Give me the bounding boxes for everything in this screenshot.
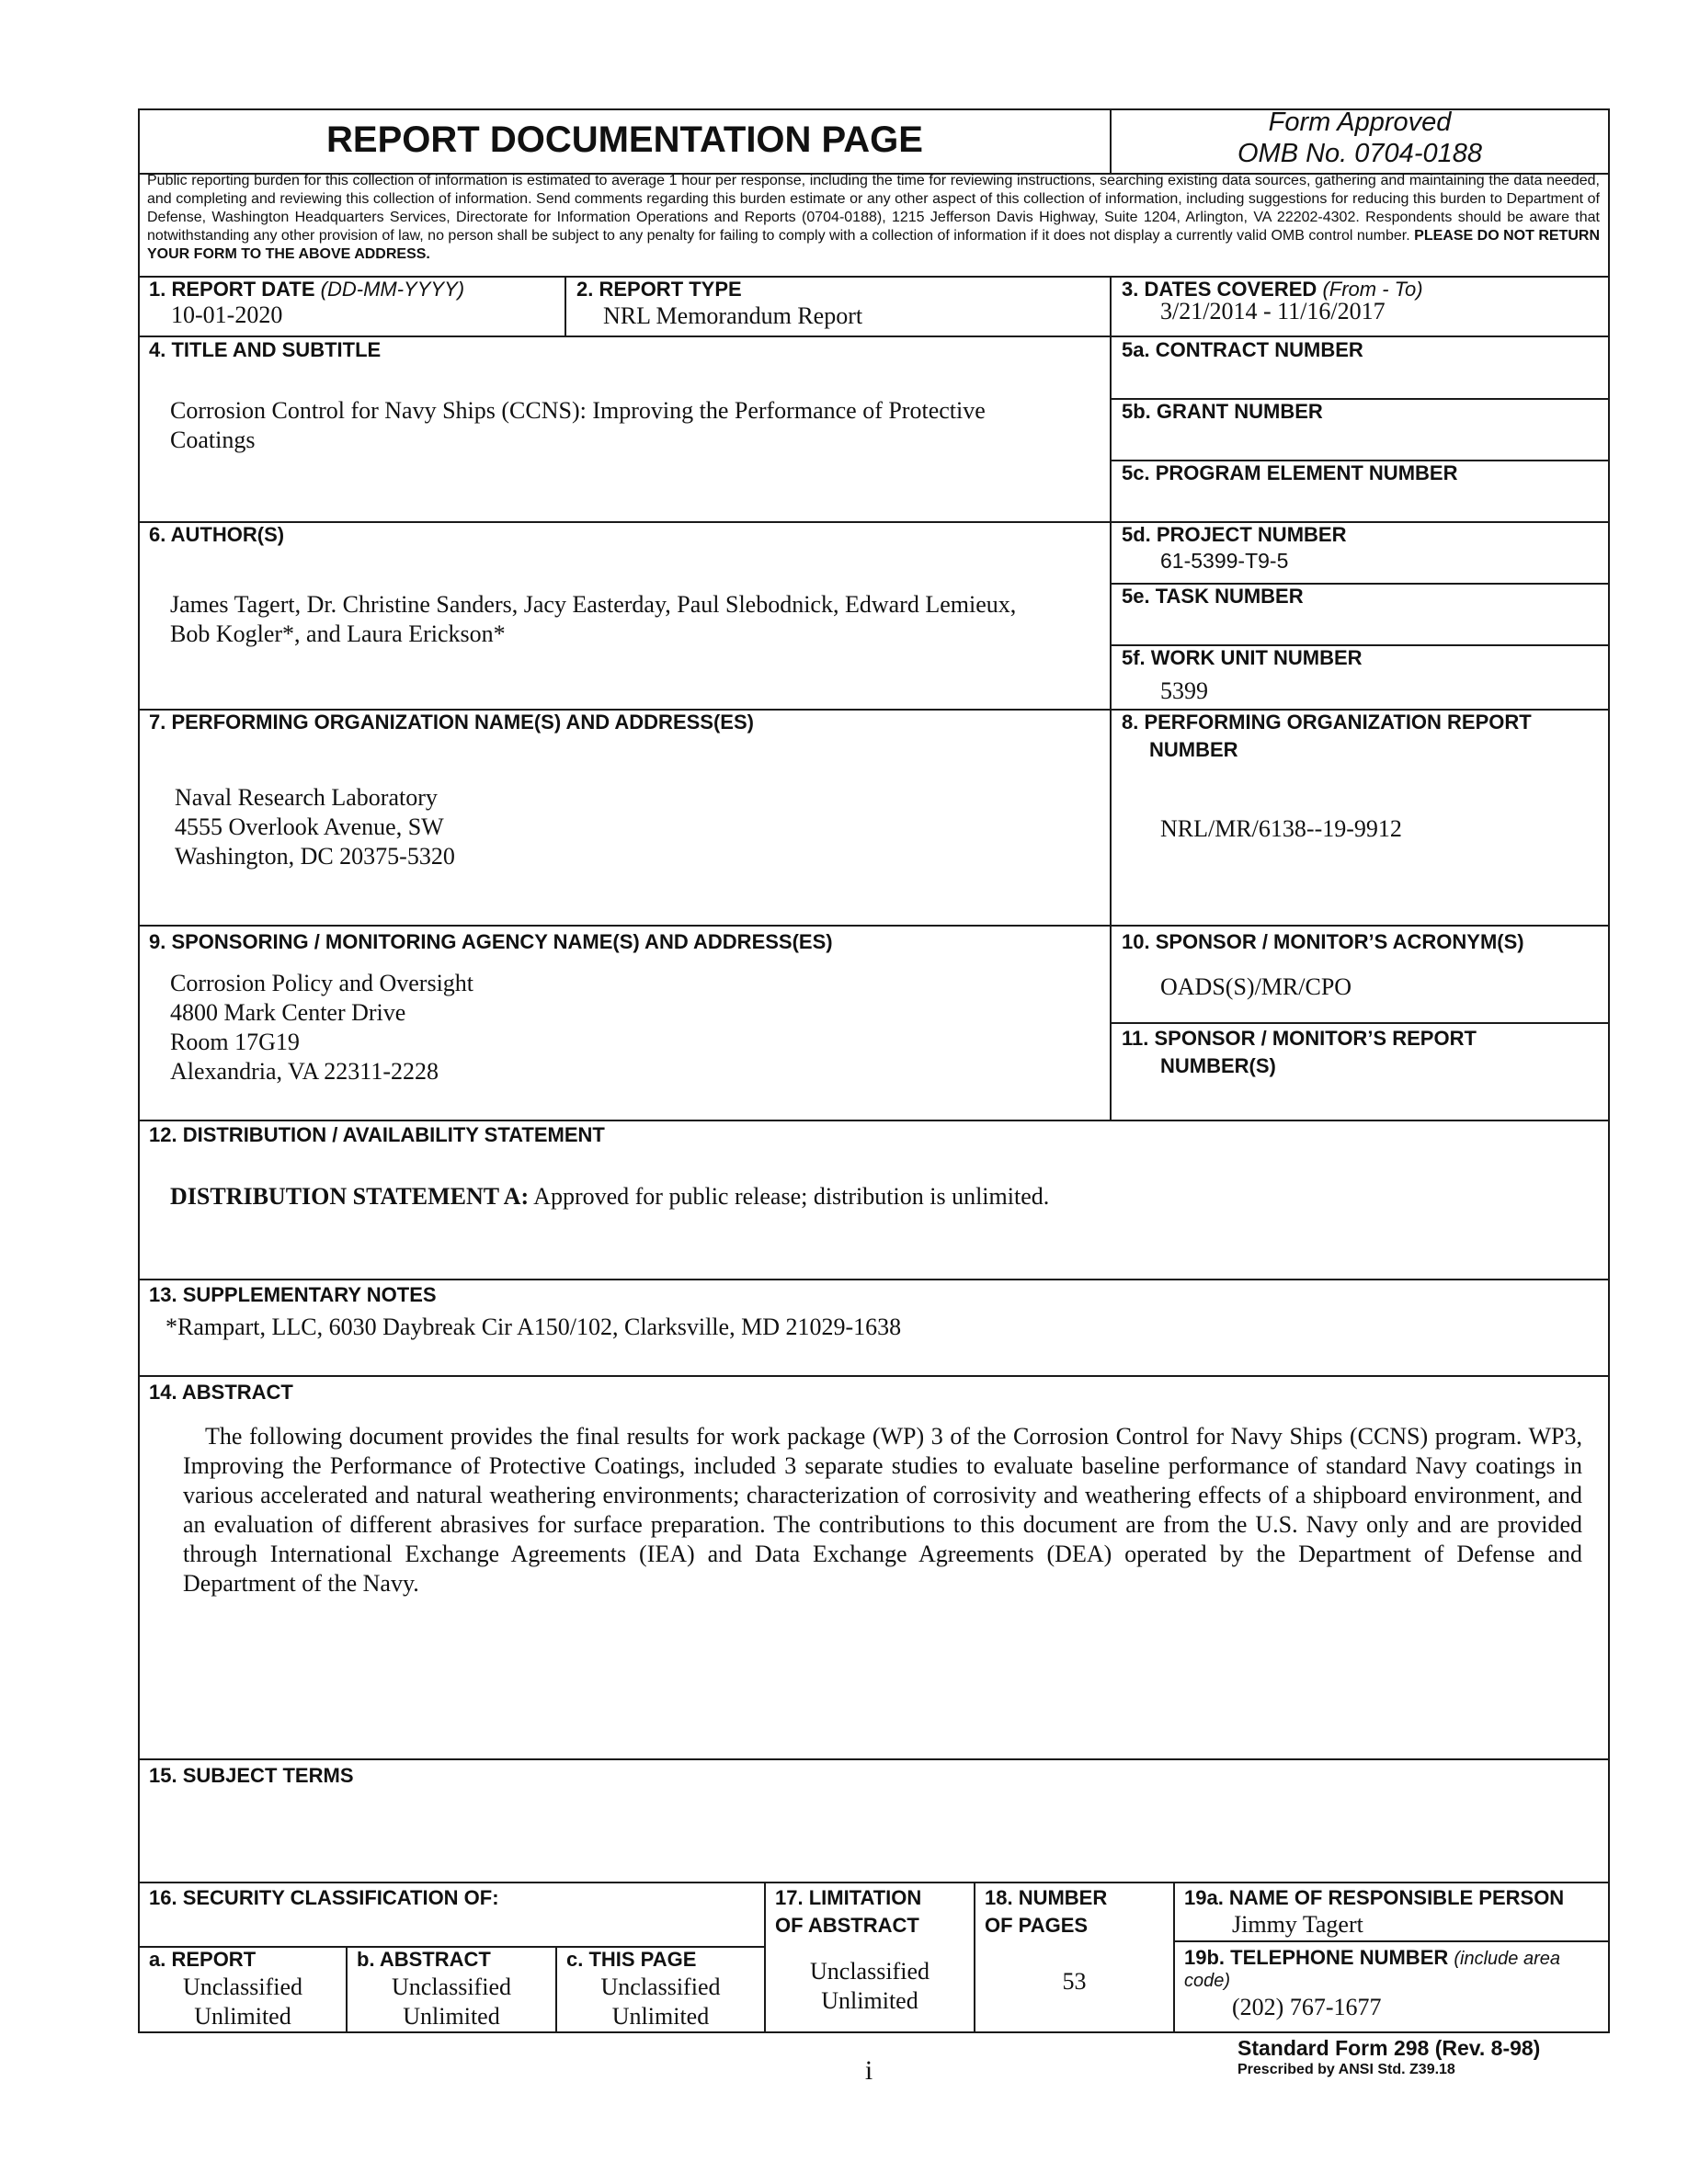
title-line-1: Corrosion Control for Navy Ships (CCNS): Improving the Performance of Protective xyxy=(170,397,986,424)
responsible-person-value: Jimmy Tagert xyxy=(1232,1911,1363,1938)
performing-org-label: 7. PERFORMING ORGANIZATION NAME(S) AND ADDRESS(ES) xyxy=(149,711,754,734)
security-report-line-2: Unlimited xyxy=(194,2003,291,2030)
project-number-value: 61-5399-T9-5 xyxy=(1160,549,1289,573)
distribution-label: 12. DISTRIBUTION / AVAILABILITY STATEMENT xyxy=(149,1123,605,1146)
performing-report-label-2: NUMBER xyxy=(1149,738,1238,761)
divider xyxy=(1110,276,1112,1120)
dates-covered-value: 3/21/2014 - 11/16/2017 xyxy=(1160,298,1386,324)
abstract-label: 14. ABSTRACT xyxy=(149,1381,293,1404)
performing-org-line-2: 4555 Overlook Avenue, SW xyxy=(175,813,444,840)
supplementary-label: 13. SUPPLEMENTARY NOTES xyxy=(149,1283,437,1306)
sponsor-report-label-1: 11. SPONSOR / MONITOR’S REPORT xyxy=(1122,1027,1477,1050)
divider xyxy=(138,1882,1610,1883)
sponsor-acronym-label: 10. SPONSOR / MONITOR’S ACRONYM(S) xyxy=(1122,930,1524,953)
security-classification-label: 16. SECURITY CLASSIFICATION OF: xyxy=(149,1886,499,1909)
authors-line-1: James Tagert, Dr. Christine Sanders, Jacy Easterday, Paul Slebodnick, Edward Lemieux, xyxy=(170,591,1017,618)
divider xyxy=(138,1758,1610,1760)
project-number-label: 5d. PROJECT NUMBER xyxy=(1122,523,1347,546)
burden-warning: PLEASE DO NOT RETURN YOUR FORM TO THE ABOVE ADDRESS. xyxy=(147,228,1600,262)
divider xyxy=(138,521,1610,523)
page-number: i xyxy=(864,2055,873,2086)
divider xyxy=(138,1279,1610,1280)
sponsoring-agency-line-1: Corrosion Policy and Oversight xyxy=(170,970,474,996)
limitation-label-1: 17. LIMITATION xyxy=(775,1886,922,1909)
work-unit-value: 5399 xyxy=(1160,677,1208,704)
performing-org-line-1: Naval Research Laboratory xyxy=(175,784,438,811)
divider xyxy=(974,1882,975,2033)
distribution-statement-title: DISTRIBUTION STATEMENT A: xyxy=(170,1183,530,1210)
limitation-line-1: Unclassified xyxy=(810,1958,930,1985)
performing-report-value: NRL/MR/6138--19-9912 xyxy=(1160,815,1402,842)
distribution-statement xyxy=(170,1182,1049,1211)
work-unit-label: 5f. WORK UNIT NUMBER xyxy=(1122,646,1363,669)
title-label: 4. TITLE AND SUBTITLE xyxy=(149,338,382,361)
responsible-person-label: 19a. NAME OF RESPONSIBLE PERSON xyxy=(1184,1886,1565,1909)
program-element-label: 5c. PROGRAM ELEMENT NUMBER xyxy=(1122,461,1458,484)
limitation-line-2: Unlimited xyxy=(821,1987,918,2014)
dates-covered-label: 3. DATES COVERED (From - To) xyxy=(1122,278,1423,301)
subject-terms-label: 15. SUBJECT TERMS xyxy=(149,1764,354,1787)
task-number-label: 5e. TASK NUMBER xyxy=(1122,585,1304,608)
divider xyxy=(138,925,1610,927)
title-line-2: Coatings xyxy=(170,427,256,453)
performing-org-line-3: Washington, DC 20375-5320 xyxy=(175,843,455,870)
sponsoring-agency-label: 9. SPONSORING / MONITORING AGENCY NAME(S) AND ADDRESS(ES) xyxy=(149,930,833,953)
telephone-label: 19b. TELEPHONE NUMBER (include area xyxy=(1184,1946,1561,1969)
grant-number-label: 5b. GRANT NUMBER xyxy=(1122,400,1323,423)
sponsoring-agency-line-3: Room 17G19 xyxy=(170,1029,300,1055)
distribution-statement-text: Approved for public release; distribution is unlimited. xyxy=(529,1183,1050,1210)
num-pages-label-1: 18. NUMBER xyxy=(985,1886,1108,1909)
security-this-page-label: c. THIS PAGE xyxy=(566,1948,697,1971)
divider xyxy=(1110,1022,1610,1024)
contract-number-label: 5a. CONTRACT NUMBER xyxy=(1122,338,1363,361)
sponsor-report-label-2: NUMBER(S) xyxy=(1160,1054,1276,1077)
report-date-label: 1. REPORT DATE (DD-MM-YYYY) xyxy=(149,278,465,301)
sponsoring-agency-line-2: 4800 Mark Center Drive xyxy=(170,999,406,1026)
divider xyxy=(565,276,566,336)
burden-text: Public reporting burden for this collection of information is estimated to average 1 hour per response, including the time for reviewing instructions, searching existing data sources, gathering and maintaining the data needed, and completing and reviewing this collection of information. Send comments regarding this burden estimate or any other aspect of this collection of information, including suggestions for reducing this burden to Department of Defense, Washington Headquarters Services, Directorate for Information Operations and Reports (0704-0188), 1215 Jefferson Davis Highway, Suite 1204, Arlington, VA 22202-4302. Respondents should be aware that notwithstanding any other provision of law, no person shall be subject to any penalty for failing to comply with a collection of information if it does not display a currently valid OMB control number. xyxy=(147,173,1600,244)
divider xyxy=(138,1375,1610,1377)
divider xyxy=(1173,1882,1175,2033)
page-title: REPORT DOCUMENTATION PAGE xyxy=(326,119,923,160)
sponsoring-agency-line-4: Alexandria, VA 22311-2228 xyxy=(170,1058,439,1085)
security-abstract-line-2: Unlimited xyxy=(403,2003,500,2030)
form-approved: Form Approved xyxy=(1268,108,1452,137)
report-type-label: 2. REPORT TYPE xyxy=(576,278,742,301)
security-this-page-line-2: Unlimited xyxy=(611,2003,710,2030)
security-this-page-line-1: Unclassified xyxy=(600,1974,721,2000)
security-report-label: a. REPORT xyxy=(149,1948,257,1971)
authors-line-2: Bob Kogler*, and Laura Erickson* xyxy=(170,620,506,647)
performing-report-label-1: 8. PERFORMING ORGANIZATION REPORT xyxy=(1122,711,1532,734)
security-report-line-1: Unclassified xyxy=(183,1974,302,2000)
num-pages-value: 53 xyxy=(1062,1968,1087,1995)
security-abstract-line-1: Unclassified xyxy=(392,1974,511,2000)
limitation-label-2: OF ABSTRACT xyxy=(775,1914,919,1937)
form-id: Standard Form 298 (Rev. 8-98) xyxy=(1237,2036,1541,2060)
abstract-text: The following document provides the final results for work package (WP) 3 of the Corrosion Control for Navy Ships (CCNS) program. WP3, Improving the Performance of Protective Coatings, included 3 separate studies to evaluate baseline performance of standard Navy coatings in various accelerated and natural weathering environments; characterization of corrosivity and weathering effects of a shipboard environment, and an evaluation of different abrasives for surface preparation. The contributions to this document are from the U.S. Navy only and are provided through International Exchange Agreements (IEA) and Data Exchange Agreements (DEA) operated by the Department of Defense and Department of the Navy. xyxy=(183,1423,1582,1597)
report-date-value: 10-01-2020 xyxy=(171,301,283,328)
security-abstract-label: b. ABSTRACT xyxy=(357,1948,491,1971)
supplementary-value: *Rampart, LLC, 6030 Daybreak Cir A150/102, Clarksville, MD 21029-1638 xyxy=(165,1314,902,1340)
authors-label: 6. AUTHOR(S) xyxy=(149,523,285,546)
divider xyxy=(1173,1940,1610,1942)
burden-statement xyxy=(147,172,1600,264)
telephone-hint: code) xyxy=(1184,1971,1231,1991)
telephone-value: (202) 767-1677 xyxy=(1232,1994,1382,2020)
report-type-value: NRL Memorandum Report xyxy=(603,302,863,329)
sponsor-acronym-value: OADS(S)/MR/CPO xyxy=(1160,973,1352,1000)
prescribed-by: Prescribed by ANSI Std. Z39.18 xyxy=(1237,2062,1455,2077)
num-pages-label-2: OF PAGES xyxy=(985,1914,1089,1937)
omb-number: OMB No. 0704-0188 xyxy=(1237,139,1482,168)
